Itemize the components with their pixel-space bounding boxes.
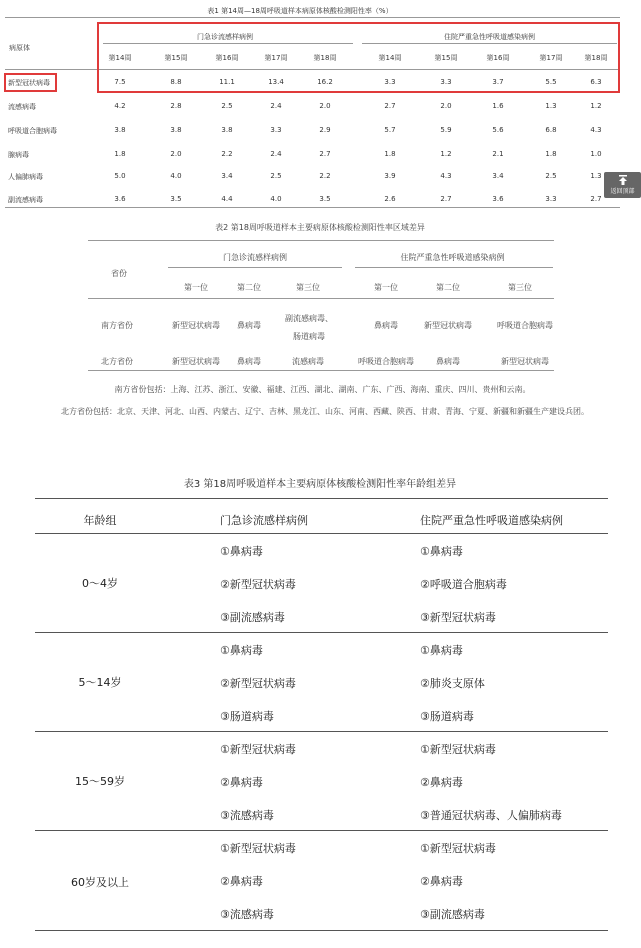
t1-cell: 2.7: [319, 150, 331, 158]
t2-rank-ip-1: 第一位: [374, 283, 398, 292]
t1-cell: 3.8: [114, 126, 126, 134]
t2-cell: 新型冠状病毒: [172, 357, 220, 366]
t3-cell: ①新型冠状病毒: [420, 842, 496, 855]
t1-cell: 3.8: [170, 126, 182, 134]
t1-cell: 3.5: [319, 195, 331, 203]
t3-cell: ②新型冠状病毒: [220, 677, 296, 690]
t3-cell: ①鼻病毒: [220, 644, 263, 657]
table1-title: 表1 第14周—18周呼吸道样本病原体核酸检测阳性率（%）: [207, 7, 393, 15]
t3-age-0-4: 0～4岁: [82, 577, 118, 590]
t3-cell: ①新型冠状病毒: [220, 743, 296, 756]
t2-cell: 呼吸道合胞病毒: [358, 357, 414, 366]
t1-cell: 2.4: [270, 102, 282, 110]
t3-age-15-59: 15～59岁: [75, 775, 125, 788]
t1-cell: 2.4: [270, 150, 282, 158]
t3-cell: ①鼻病毒: [420, 644, 463, 657]
t1-cell: 6.3: [590, 78, 602, 86]
t3-cell: ①鼻病毒: [220, 545, 263, 558]
t3-cell: ②鼻病毒: [420, 776, 463, 789]
t1-cell: 1.6: [492, 102, 504, 110]
t1-cell: 1.2: [590, 102, 602, 110]
table3-group-rule: [35, 731, 608, 732]
t2-row2-name: 北方省份: [101, 357, 133, 366]
t1-cell: 2.5: [270, 172, 282, 180]
t1-cell: 1.3: [590, 172, 602, 180]
t3-cell: ②鼻病毒: [220, 776, 263, 789]
t1-cell: 3.3: [440, 78, 452, 86]
t1-cell: 2.0: [440, 102, 452, 110]
t1-cell: 3.4: [492, 172, 504, 180]
table2-top-rule: [88, 240, 554, 241]
table2-group-inpatient: 住院严重急性呼吸道感染病例: [400, 253, 505, 262]
t2-rank-ip-3: 第三位: [508, 283, 532, 292]
table1-bottom-rule: [5, 207, 620, 208]
table1-row-header: 病原体: [9, 44, 30, 52]
table3-group-rule: [35, 830, 608, 831]
t1-cell: 2.8: [170, 102, 182, 110]
t1-cell: 4.4: [221, 195, 233, 203]
table3-col-age: 年龄组: [83, 514, 117, 527]
t1-row5-name: 人偏肺病毒: [8, 173, 43, 181]
table2-bottom-rule: [88, 370, 554, 371]
table1-group-outpatient: 门急诊流感样病例: [197, 33, 253, 41]
table1-group-inpatient: 住院严重急性呼吸道感染病例: [444, 33, 535, 41]
t2-cell: 新型冠状病毒: [424, 321, 472, 330]
t1-week-ip-2: 第15周: [434, 54, 458, 62]
t2-cell: 新型冠状病毒: [501, 357, 549, 366]
t1-cell: 4.0: [170, 172, 182, 180]
t2-rank-op-1: 第一位: [184, 283, 208, 292]
t3-cell: ①鼻病毒: [420, 545, 463, 558]
t1-cell: 1.8: [114, 150, 126, 158]
t1-cell: 1.8: [545, 150, 557, 158]
t1-cell: 2.6: [384, 195, 396, 203]
table2-group-outpatient-rule: [168, 267, 342, 268]
t3-age-60-plus: 60岁及以上: [71, 876, 129, 889]
t3-cell: ③新型冠状病毒: [420, 611, 496, 624]
t1-cell: 5.5: [545, 78, 557, 86]
t1-cell: 3.4: [221, 172, 233, 180]
t1-cell: 1.3: [545, 102, 557, 110]
t1-cell: 2.2: [221, 150, 233, 158]
table2-title: 表2 第18周呼吸道样本主要病原体核酸检测阳性率区域差异: [215, 223, 425, 232]
t1-cell: 8.8: [170, 78, 182, 86]
table3-col-outpatient: 门急诊流感样病例: [220, 514, 308, 527]
t2-rank-op-3: 第三位: [296, 283, 320, 292]
t1-cell: 1.0: [590, 150, 602, 158]
arrow-up-icon: [618, 175, 628, 185]
t3-cell: ③肠道病毒: [420, 710, 474, 723]
t1-cell: 3.7: [492, 78, 504, 86]
t1-cell: 2.0: [319, 102, 331, 110]
table2-row-header: 省份: [111, 269, 127, 278]
t1-cell: 2.5: [545, 172, 557, 180]
t1-week-ip-3: 第16周: [486, 54, 510, 62]
t1-cell: 4.3: [440, 172, 452, 180]
t1-cell: 1.2: [440, 150, 452, 158]
t3-cell: ②鼻病毒: [220, 875, 263, 888]
t1-cell: 5.6: [492, 126, 504, 134]
t1-cell: 3.9: [384, 172, 396, 180]
table2-group-outpatient: 门急诊流感样病例: [223, 253, 287, 262]
t1-cell: 3.3: [270, 126, 282, 134]
t1-cell: 2.7: [590, 195, 602, 203]
table3-title: 表3 第18周呼吸道样本主要病原体核酸检测阳性率年龄组差异: [183, 479, 457, 490]
table3-bottom-rule: [35, 930, 608, 931]
t2-cell: 新型冠状病毒: [172, 321, 220, 330]
t1-cell: 5.0: [114, 172, 126, 180]
t1-cell: 5.9: [440, 126, 452, 134]
t1-cell: 4.3: [590, 126, 602, 134]
table1-top-rule: [5, 17, 620, 18]
table3-col-inpatient: 住院严重急性呼吸道感染病例: [420, 514, 563, 527]
t2-row1-name: 南方省份: [101, 321, 133, 330]
t2-cell: 副流感病毒、肠道病毒: [285, 314, 333, 341]
t1-week-op-1: 第14周: [108, 54, 132, 62]
table2-note-south: 南方省份包括：上海、江苏、浙江、安徽、福建、江西、湖北、湖南、广东、广西、海南、重庆、四川、贵州和云南。: [114, 385, 531, 394]
t2-cell: 呼吸道合胞病毒: [497, 321, 553, 330]
t1-cell: 2.2: [319, 172, 331, 180]
t1-row6-name: 副流感病毒: [8, 196, 43, 204]
t3-age-5-14: 5～14岁: [78, 676, 122, 689]
t1-cell: 2.5: [221, 102, 233, 110]
table2-note-north: 北方省份包括：北京、天津、河北、山西、内蒙古、辽宁、吉林、黑龙江、山东、河南、西藏、陕西、甘肃、青海、宁夏、新疆和新疆生产建设兵团。: [61, 407, 589, 416]
t1-cell: 2.0: [170, 150, 182, 158]
t1-week-op-4: 第17周: [264, 54, 288, 62]
t1-week-ip-5: 第18周: [584, 54, 608, 62]
t1-cell: 2.1: [492, 150, 504, 158]
t3-cell: ③流感病毒: [220, 809, 274, 822]
t2-cell: 流感病毒: [292, 357, 324, 366]
t1-cell: 3.3: [384, 78, 396, 86]
t1-cell: 3.6: [114, 195, 126, 203]
t1-cell: 4.2: [114, 102, 126, 110]
t1-cell: 11.1: [219, 78, 235, 86]
t1-cell: 1.8: [384, 150, 396, 158]
table3-group-rule: [35, 632, 608, 633]
t2-cell: 鼻病毒: [237, 357, 261, 366]
t3-cell: ③流感病毒: [220, 908, 274, 921]
t1-week-ip-1: 第14周: [378, 54, 402, 62]
t3-cell: ②呼吸道合胞病毒: [420, 578, 507, 591]
t1-cell: 13.4: [268, 78, 284, 86]
table3-header-rule: [35, 533, 608, 534]
t2-rank-op-2: 第二位: [237, 283, 261, 292]
t1-row2-name: 流感病毒: [8, 103, 36, 111]
t2-cell: 鼻病毒: [374, 321, 398, 330]
t2-cell: 鼻病毒: [436, 357, 460, 366]
t1-row1-name: 新型冠状病毒: [8, 79, 50, 87]
t1-cell: 6.8: [545, 126, 557, 134]
table3-top-rule: [35, 498, 608, 499]
t1-cell: 7.5: [114, 78, 126, 86]
t1-cell: 2.7: [440, 195, 452, 203]
t1-week-op-5: 第18周: [313, 54, 337, 62]
t1-cell: 2.9: [319, 126, 331, 134]
t3-cell: ②新型冠状病毒: [220, 578, 296, 591]
t1-cell: 3.8: [221, 126, 233, 134]
back-to-top-button[interactable]: [604, 172, 641, 198]
t1-cell: 16.2: [317, 78, 333, 86]
t1-row4-name: 腺病毒: [8, 151, 29, 159]
t1-cell: 3.6: [492, 195, 504, 203]
t1-cell: 3.3: [545, 195, 557, 203]
t3-cell: ①新型冠状病毒: [420, 743, 496, 756]
t1-row3-name: 呼吸道合胞病毒: [8, 127, 57, 135]
t1-week-op-3: 第16周: [215, 54, 239, 62]
t3-cell: ③副流感病毒: [220, 611, 285, 624]
t3-cell: ②鼻病毒: [420, 875, 463, 888]
t1-cell: 3.5: [170, 195, 182, 203]
t2-cell: 鼻病毒: [237, 321, 261, 330]
t1-cell: 4.0: [270, 195, 282, 203]
t3-cell: ③普通冠状病毒、人偏肺病毒: [420, 809, 562, 822]
table2-group-inpatient-rule: [355, 267, 553, 268]
t1-cell: 5.7: [384, 126, 396, 134]
back-to-top-label: 返回顶部: [610, 188, 635, 195]
t3-cell: ②肺炎支原体: [420, 677, 485, 690]
t3-cell: ①新型冠状病毒: [220, 842, 296, 855]
t3-cell: ③肠道病毒: [220, 710, 274, 723]
t1-week-ip-4: 第17周: [539, 54, 563, 62]
t1-cell: 2.7: [384, 102, 396, 110]
t2-rank-ip-2: 第二位: [436, 283, 460, 292]
t3-cell: ③副流感病毒: [420, 908, 485, 921]
table2-header-rule: [88, 298, 554, 299]
t1-week-op-2: 第15周: [164, 54, 188, 62]
